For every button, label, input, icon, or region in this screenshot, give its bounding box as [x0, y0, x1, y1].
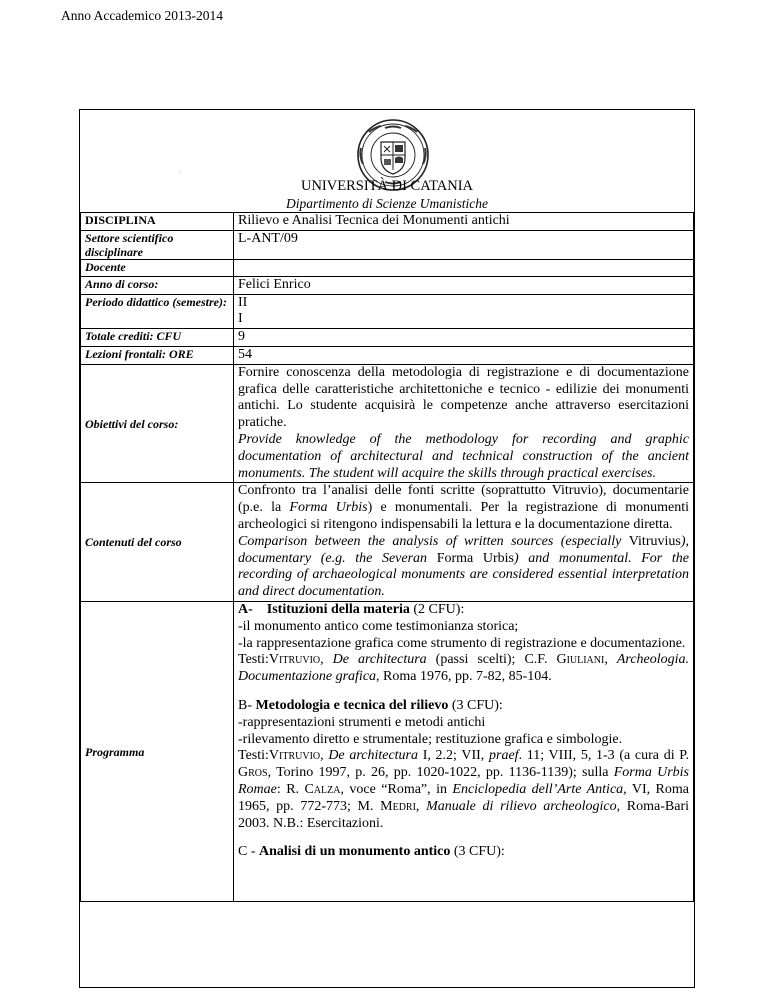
value-programma: [234, 601, 694, 901]
course-table: [80, 212, 694, 902]
programma-c-prefix: C -: [238, 844, 259, 860]
programma-b-r2: . 11; VIII, 5, 1-3 (a cura di P.: [518, 748, 690, 764]
programma-b-cfu: (3 CFU):: [448, 697, 503, 713]
row-settore: [81, 230, 694, 259]
department-name: Dipartimento di Scienze Umanistiche: [285, 196, 489, 211]
programma-a-book2: Archeologia. Documentazione grafica: [238, 652, 690, 685]
programma-b-forma-urbis-romae: Forma Urbis Romae: [238, 765, 689, 797]
value-periodo-1: II: [238, 294, 248, 310]
value-docente: [234, 259, 694, 276]
value-periodo-2: I: [238, 311, 243, 327]
row-docente: [81, 259, 694, 276]
contenuti-en-forma-urbis: Forma Urbis: [436, 550, 514, 566]
programma-b-r1: I, 2.2; VII,: [418, 748, 489, 764]
row-contenuti: [81, 483, 694, 602]
contenuti-it: [238, 483, 689, 533]
programma-c-heading: [238, 844, 689, 861]
programma-b-book1: De architectura: [328, 748, 419, 764]
label-disciplina: DISCIPLINA: [81, 213, 234, 231]
programma-a-sep1: ,: [320, 652, 333, 668]
row-programma: [81, 601, 694, 901]
contenuti-it-text-2: ) e monumentali. Per la registrazione di monumenti archeologici si ritengono indispensabili la lettura e la documentazione diretta.: [238, 500, 689, 532]
programma-a-testi-label: Testi:: [238, 652, 269, 668]
label-programma: Programma: [81, 601, 234, 901]
row-crediti: [81, 329, 694, 347]
value-anno: Felici Enrico: [234, 276, 694, 294]
value-contenuti: [234, 483, 694, 602]
programma-b-r8: , Roma-Bari 2003. N.B.: Esercitazioni.: [238, 798, 689, 831]
stray-mark: ·: [178, 168, 181, 177]
contenuti-en-text-1: Comparison between the analysis of written sources (especially: [238, 533, 629, 549]
programma-a-prefix: A-: [238, 601, 253, 617]
programma-b-author4: Medri: [380, 798, 416, 814]
value-settore: L-ANT/09: [234, 230, 694, 259]
programma-b-author2: Gros: [238, 765, 268, 781]
programma-b-r4: : R.: [276, 781, 305, 797]
contenuti-en-text-2: ), documentary (e.g. the Severan: [238, 533, 689, 566]
obiettivi-it: Fornire conoscenza della metodologia di registrazione e di documentazione grafica delle caratteristiche architettoniche e tecnico - edilizie dei monumenti antichi. Lo studente acquisirà le competenze anche attraverso esercitazioni pratiche.: [238, 364, 689, 431]
label-crediti: Totale crediti: CFU: [81, 329, 234, 347]
value-crediti: 9: [234, 329, 694, 347]
label-periodo: Periodo didattico (semestre):: [81, 294, 234, 329]
university-name: UNIVERSITÀ DI CATANIA: [300, 178, 474, 194]
value-obiettivi: [234, 364, 694, 483]
programma-a-cfu: (2 CFU):: [409, 601, 465, 617]
value-lezioni: 54: [234, 346, 694, 364]
programma-a-author1: Vitruvio: [268, 652, 321, 668]
value-disciplina: Rilievo e Analisi Tecnica dei Monumenti antichi: [234, 213, 694, 231]
contenuti-it-text-1: Confronto tra l’analisi delle fonti scritte (soprattutto Vitruvio), documentarie (p.e. la: [238, 483, 689, 516]
programma-b-r6: , VI, Roma 1965, pp. 772-773; M.: [238, 781, 689, 814]
programma-a-line1: -il monumento antico come testimonianza storica;: [238, 618, 519, 634]
programma-b-testi-label: Testi:: [238, 748, 269, 764]
programma-b-r3: , Torino 1997, p. 26, pp. 1020-1022, pp. 1136-1139); sulla: [267, 765, 614, 781]
row-lezioni: [81, 346, 694, 364]
programma-b-testi: [238, 748, 689, 832]
programma-a-sep2: ,: [604, 652, 617, 668]
programma-a-book1: De architectura: [332, 652, 427, 668]
label-obiettivi: Obiettivi del corso:: [81, 364, 234, 483]
label-docente: Docente: [81, 259, 234, 276]
programma-b-r5: , voce “Roma”, in: [340, 781, 453, 797]
programma-b-enciclopedia: Enciclopedia dell’Arte Antica: [452, 781, 624, 797]
row-anno: [81, 276, 694, 294]
row-obiettivi: [81, 364, 694, 483]
label-settore: Settore scientifico disciplinare: [81, 230, 234, 259]
contenuti-en-text-3: ) and monumental. For the recording of archaeological monuments are considered essential interpretation and direct documentation.: [238, 550, 689, 600]
programma-a-heading: [238, 602, 689, 619]
programma-a-line2: -la rappresentazione grafica come strumento di registrazione e documentazione.: [238, 635, 686, 651]
programma-c-cfu: (3 CFU):: [450, 844, 505, 860]
programma-b-title: Metodologia e tecnica del rilievo: [255, 697, 449, 713]
programma-b-line1: -rappresentazioni strumenti e metodi antichi: [238, 714, 486, 730]
obiettivi-en: Provide knowledge of the methodology for recording and graphic documentation of architectural and technical construction of the ancient monuments. The student will acquire the skills through practical exercises.: [238, 431, 689, 481]
value-periodo: [234, 294, 694, 329]
row-periodo: [81, 294, 694, 329]
programma-b-heading: [238, 698, 689, 715]
programma-a-testi: [238, 652, 689, 686]
programma-b-author3: Calza: [304, 781, 341, 797]
programma-a-rest2: , Roma 1976, pp. 7-82, 85-104.: [376, 669, 552, 685]
programma-a-title: Istituzioni della materia: [266, 601, 410, 617]
programma-c-title: Analisi di un monumento antico: [259, 844, 451, 860]
label-lezioni: Lezioni frontali: ORE: [81, 346, 234, 364]
programma-a-author2: Giuliani: [556, 652, 605, 668]
programma-b-line2: -rilevamento diretto e strumentale; restituzione grafica e simbologie.: [238, 731, 623, 747]
label-contenuti: Contenuti del corso: [81, 483, 234, 602]
contenuti-en-vitruvius: Vitruvius: [628, 533, 681, 549]
programma-b-author1: Vitruvio: [268, 748, 321, 764]
programma-b-sep1: ,: [320, 748, 329, 764]
programma-b-prefix: B-: [238, 697, 256, 713]
label-anno: Anno di corso:: [81, 276, 234, 294]
programma-b-praef: praef: [489, 748, 519, 764]
programma-a-rest1: (passi scelti); C.F.: [426, 652, 557, 668]
academic-year-header: Anno Accademico 2013-2014: [61, 8, 223, 23]
row-disciplina: [81, 213, 694, 231]
programma-b-manuale: Manuale di rilievo archeologico: [426, 798, 617, 814]
contenuti-it-forma-urbis: Forma Urbis: [289, 500, 368, 516]
programma-b-r7: ,: [415, 798, 427, 814]
contenuti-en: [238, 534, 689, 601]
course-sheet: [79, 109, 695, 988]
